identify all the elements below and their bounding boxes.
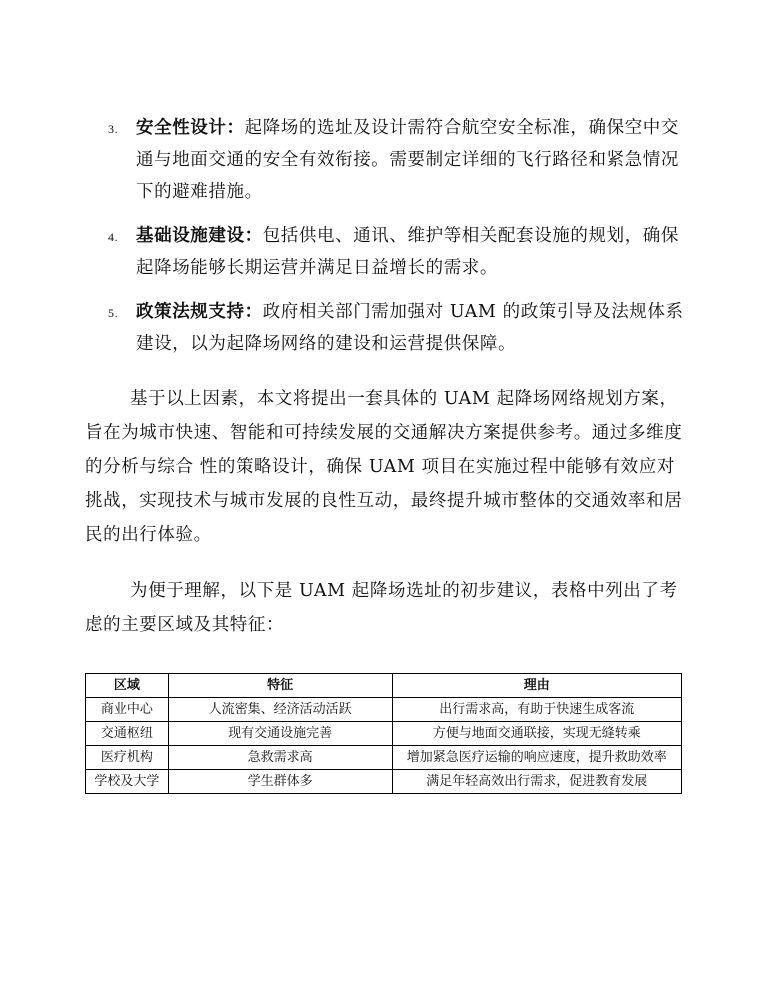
- column-header-reason: 理由: [392, 674, 682, 698]
- list-item: [108, 112, 688, 208]
- column-header-feature: 特征: [168, 674, 392, 698]
- table-cell: 增加紧急医疗运输的响应速度，提升救助效率: [392, 746, 682, 770]
- site-selection-table: [85, 673, 682, 794]
- table-header-row: [86, 674, 682, 698]
- table-cell: 方便与地面交通联接，实现无缝转乘: [392, 722, 682, 746]
- body-paragraph: 为便于理解，以下是 UAM 起降场选址的初步建议，表格中列出了考虑的主要区域及其特征：: [85, 581, 678, 635]
- table-row: [86, 746, 682, 770]
- body-paragraph: 基于以上因素，本文将提出一套具体的 UAM 起降场网络规划方案，旨在为城市快速、智能和可持续发展的交通解决方案提供参考。通过多维度的分析与综合 性的策略设计，确保 UAM 项目在实施过程中能够有效应对挑战，实现技术与城市发展的良性互动，最终提升城市整体的交通效率和居民的出行体验。: [85, 389, 683, 545]
- list-number: 5.: [108, 306, 119, 320]
- list-term: 政策法规支持：: [136, 302, 263, 322]
- table-cell: 学校及大学: [86, 770, 169, 794]
- column-header-region: 区域: [86, 674, 169, 698]
- table-cell: 交通枢纽: [86, 722, 169, 746]
- table-cell: 人流密集、经济活动活跃: [168, 698, 392, 722]
- list-term: 基础设施建设：: [136, 226, 263, 246]
- list-number: 4.: [108, 230, 119, 244]
- table-cell: 急救需求高: [168, 746, 392, 770]
- list-item: [108, 296, 688, 360]
- table-row: [86, 770, 682, 794]
- list-number: 3.: [108, 122, 119, 136]
- table-cell: 现有交通设施完善: [168, 722, 392, 746]
- table-cell: 满足年轻高效出行需求，促进教育发展: [392, 770, 682, 794]
- table-cell: 医疗机构: [86, 746, 169, 770]
- numbered-list: [108, 112, 688, 372]
- table-row: [86, 698, 682, 722]
- table-cell: 商业中心: [86, 698, 169, 722]
- list-text: 起降场的选址及设计需符合航空安全标准，确保空中交通与地面交通的安全有效衔接。需要制定详细的飞行路径和紧急情况下的避难措施。: [136, 118, 680, 202]
- list-item: [108, 220, 688, 284]
- list-text: 包括供电、通讯、维护等相关配套设施的规划，确保起降场能够长期运营并满足日益增长的需求。: [136, 226, 680, 278]
- table-row: [86, 722, 682, 746]
- table-cell: 学生群体多: [168, 770, 392, 794]
- list-term: 安全性设计：: [136, 118, 245, 138]
- table-cell: 出行需求高，有助于快速生成客流: [392, 698, 682, 722]
- list-text: 政府相关部门需加强对 UAM 的政策引导及法规体系建设，以为起降场网络的建设和运营提供保障。: [136, 302, 684, 354]
